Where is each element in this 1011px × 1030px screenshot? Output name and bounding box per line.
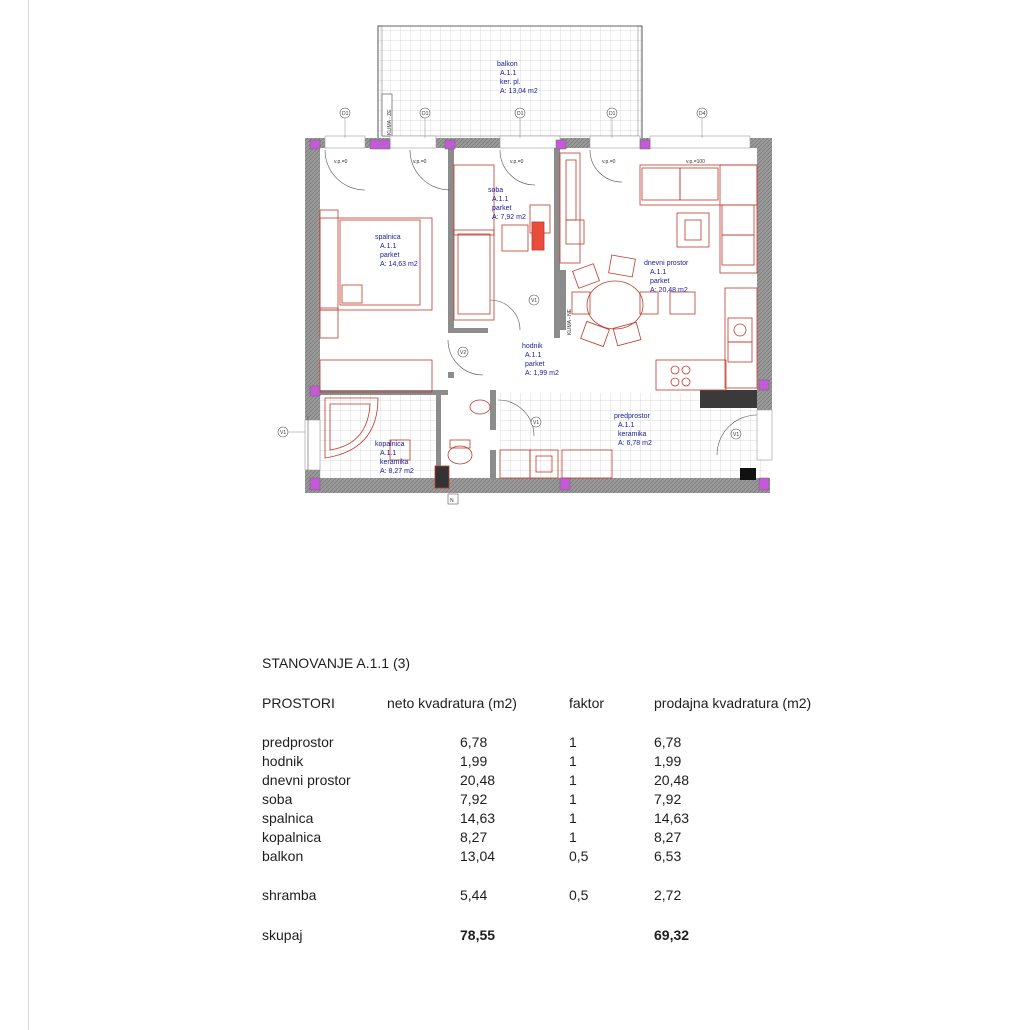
- svg-text:A: 8,27 m2: A: 8,27 m2: [380, 468, 414, 475]
- door-tag-2: V2: [460, 350, 467, 356]
- apartment-title: STANOVANJE A.1.1 (3): [262, 655, 411, 671]
- svg-text:A.1.1: A.1.1: [380, 450, 397, 457]
- door-tag-3: V1: [533, 420, 540, 426]
- svg-text:A.1.1: A.1.1: [380, 243, 397, 250]
- svg-text:predprostor: predprostor: [614, 413, 650, 420]
- room-label-hodnik: [522, 343, 559, 377]
- svg-text:ker. pl.: ker. pl.: [500, 79, 521, 86]
- window-tags: [278, 108, 741, 439]
- vp-label-1: v.p.=0: [334, 159, 348, 165]
- header-factor: faktor: [569, 695, 605, 711]
- vp-label-5: v.p.=100: [686, 159, 705, 165]
- window-tag-4: D1: [609, 111, 616, 117]
- svg-text:keramika: keramika: [618, 431, 647, 438]
- north-marker: N: [450, 498, 454, 504]
- svg-text:balkon: balkon: [497, 61, 518, 68]
- vp-label-3: v.p.=0: [510, 159, 524, 165]
- svg-text:A: 13,04 m2: A: 13,04 m2: [500, 88, 538, 95]
- svg-text:A: 1,99 m2: A: 1,99 m2: [525, 370, 559, 377]
- klima-label-2: KLIMA - NE: [567, 308, 573, 335]
- svg-text:parket: parket: [525, 361, 545, 368]
- header-sale-area: prodajna kvadratura (m2): [654, 695, 812, 711]
- svg-text:parket: parket: [650, 278, 670, 285]
- svg-text:A.1.1: A.1.1: [500, 70, 517, 77]
- window-tag-1: D1: [342, 111, 349, 117]
- room-label-dnevni-prostor: [644, 260, 689, 294]
- svg-text:A: 7,92 m2: A: 7,92 m2: [492, 214, 526, 221]
- total-label: skupaj: [262, 927, 303, 943]
- svg-text:dnevni prostor: dnevni prostor: [644, 260, 689, 267]
- svg-text:A: 20,48 m2: A: 20,48 m2: [650, 287, 688, 294]
- svg-text:kopalnica: kopalnica: [375, 441, 405, 448]
- window-tag-2: D1: [422, 111, 429, 117]
- svg-text:A: 14,63 m2: A: 14,63 m2: [380, 261, 418, 268]
- svg-text:parket: parket: [380, 252, 400, 259]
- svg-text:A.1.1: A.1.1: [650, 269, 667, 276]
- window-tag-3: D1: [517, 111, 524, 117]
- window-tag-5: D4: [699, 111, 706, 117]
- floor-plan: [270, 20, 780, 515]
- vp-label-2: v.p.=0: [413, 159, 427, 165]
- svg-text:A.1.1: A.1.1: [525, 352, 542, 359]
- svg-text:parket: parket: [492, 205, 512, 212]
- header-net-area: neto kvadratura (m2): [387, 695, 517, 711]
- total-sale-area: 69,32: [654, 927, 690, 943]
- svg-text:keramika: keramika: [380, 459, 409, 466]
- svg-text:spalnica: spalnica: [375, 234, 401, 241]
- total-net-area: 78,55: [460, 927, 496, 943]
- klima-label-1: KLIMA - ZE: [387, 109, 393, 135]
- svg-text:A.1.1: A.1.1: [618, 422, 635, 429]
- door-tag-5: V1: [280, 430, 287, 436]
- page-left-rule: [28, 0, 29, 1030]
- svg-text:A: 6,78 m2: A: 6,78 m2: [618, 440, 652, 447]
- vp-label-4: v.p.=0: [602, 159, 616, 165]
- header-rooms: PROSTORI: [262, 695, 335, 711]
- svg-text:hodnik: hodnik: [522, 343, 543, 350]
- svg-text:A.1.1: A.1.1: [492, 196, 509, 203]
- door-tag-1: V1: [531, 298, 538, 304]
- room-label-spalnica: [375, 234, 418, 268]
- door-tag-4: V1: [733, 432, 740, 438]
- svg-text:soba: soba: [488, 187, 504, 194]
